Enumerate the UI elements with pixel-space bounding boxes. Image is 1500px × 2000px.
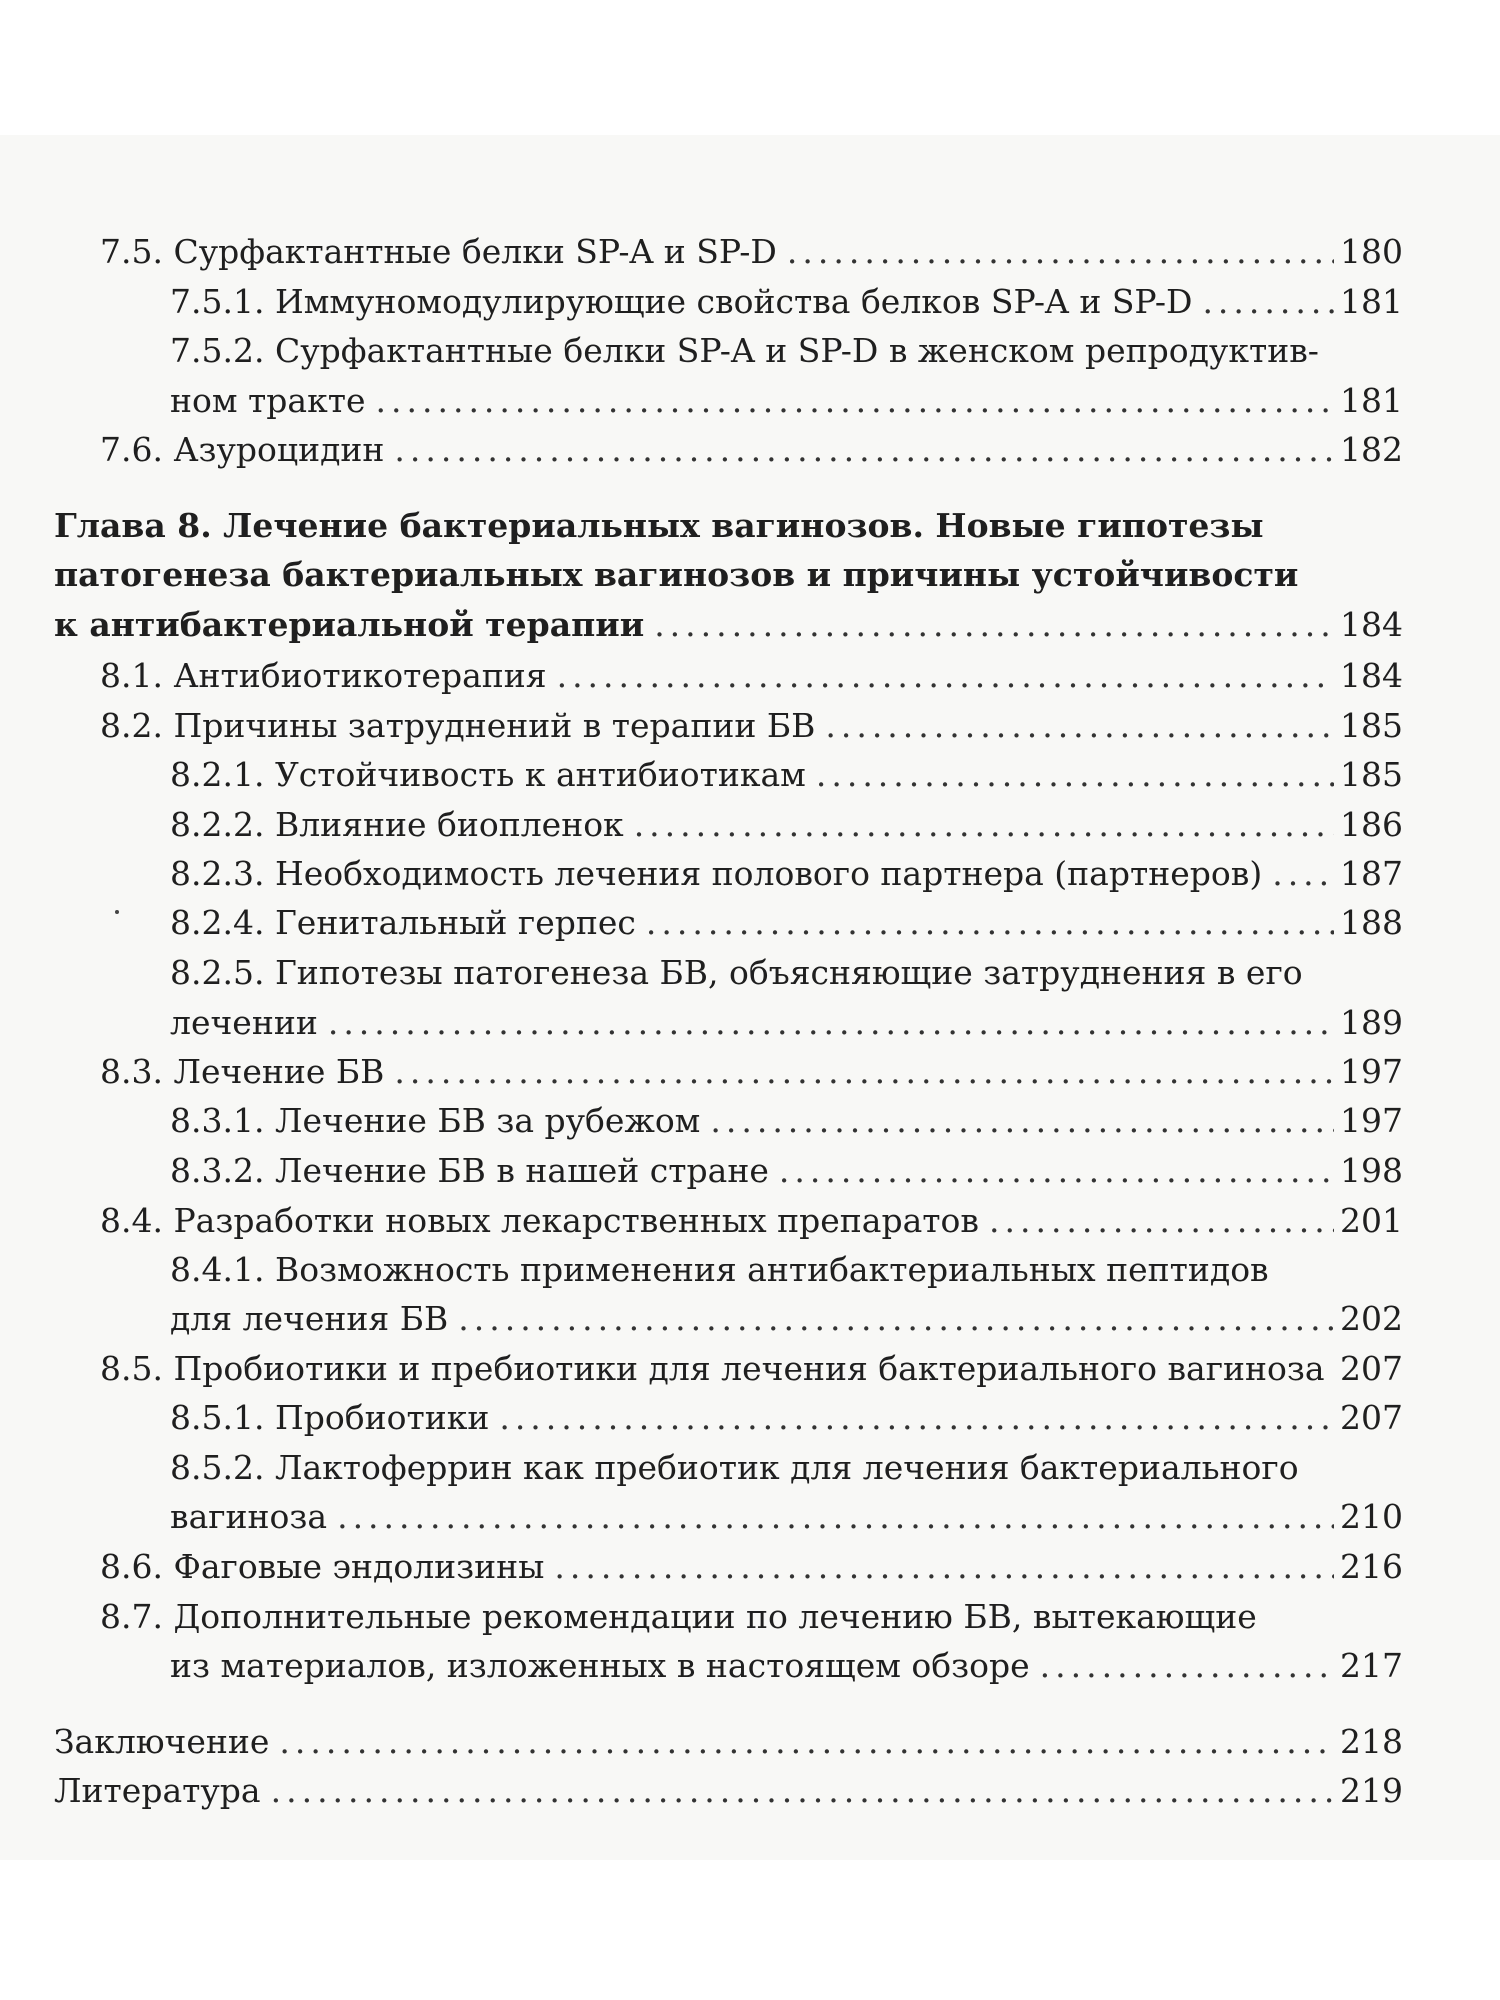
toc-entry-literature[interactable] [54, 1766, 1403, 1816]
toc-entry-label: Литература [54, 1771, 261, 1810]
toc-entry-7-5[interactable] [100, 227, 1403, 277]
toc-page-number: 182 [1340, 430, 1403, 469]
toc-entry-label: 7.6. Азуроцидин [100, 430, 385, 469]
toc-entry-label: 8.4. Разработки новых лекарственных препаратов [100, 1201, 979, 1240]
dot-leader [989, 1196, 1334, 1246]
toc-page-number: 187 [1340, 854, 1403, 893]
toc-page-number: 189 [1340, 1003, 1403, 1042]
toc-entry-8-4-1[interactable] [170, 1294, 1403, 1344]
toc-entry-conclusion[interactable] [54, 1717, 1403, 1767]
dot-leader [634, 800, 1334, 850]
dot-leader [376, 376, 1335, 426]
toc-page-number: 185 [1340, 706, 1403, 745]
toc-entry-label: 8.1. Антибиотикотерапия [100, 656, 547, 695]
toc-entry-7-6[interactable] [100, 425, 1403, 475]
toc-page-number: 186 [1340, 805, 1403, 844]
toc-entry-8-3-2[interactable] [170, 1146, 1403, 1196]
toc-page-number: 217 [1340, 1646, 1403, 1685]
toc-entry-label: ном тракте [170, 381, 366, 420]
toc-entry-label: 8.3. Лечение БВ [100, 1052, 385, 1091]
toc-entry-8-5[interactable] [100, 1344, 1403, 1394]
toc-page-number: 207 [1340, 1349, 1403, 1388]
toc-entry-8-5-2[interactable] [170, 1492, 1403, 1542]
dot-leader [816, 750, 1334, 800]
toc-entry-8-2-5-line1[interactable]: 8.2.5. Гипотезы патогенеза БВ, объясняющие затруднения в его [170, 953, 1303, 992]
toc-page-number: 216 [1340, 1547, 1403, 1586]
toc-entry-label: 8.3.2. Лечение БВ в нашей стране [170, 1151, 769, 1190]
dot-leader [499, 1393, 1334, 1443]
toc-entry-8-4-1-line1[interactable]: 8.4.1. Возможность применения антибактериальных пептидов [170, 1250, 1269, 1289]
toc-entry-label: из материалов, изложенных в настоящем обзоре [170, 1646, 1030, 1685]
toc-page-number: 181 [1340, 381, 1403, 420]
toc-entry-label: 8.2.3. Необходимость лечения полового партнера (партнеров) [170, 854, 1263, 893]
dot-leader [654, 600, 1334, 650]
chapter-8-title-line1[interactable]: Глава 8. Лечение бактериальных вагинозов. Новые гипотезы [54, 506, 1264, 545]
toc-page-number: 184 [1340, 605, 1403, 644]
toc-entry-8-2-3[interactable] [170, 849, 1403, 899]
toc-entry-label: 8.6. Фаговые эндолизины [100, 1547, 545, 1586]
toc-entry-label: лечении [170, 1003, 318, 1042]
dot-leader [1040, 1641, 1334, 1691]
toc-entry-label: 8.3.1. Лечение БВ за рубежом [170, 1101, 701, 1140]
toc-entry-8-3[interactable] [100, 1047, 1403, 1097]
dot-leader [458, 1294, 1334, 1344]
toc-page-number: 198 [1340, 1151, 1403, 1190]
dot-leader [554, 1542, 1334, 1592]
toc-entry-7-5-2-line1[interactable]: 7.5.2. Сурфактантные белки SP-A и SP-D в женском репродуктив- [170, 331, 1319, 370]
toc-page-number: 181 [1340, 282, 1403, 321]
toc-entry-label: 7.5. Сурфактантные белки SP-A и SP-D [100, 232, 777, 271]
toc-entry-7-5-2[interactable] [170, 376, 1403, 426]
toc-entry-label: 8.2.1. Устойчивость к антибиотикам [170, 755, 806, 794]
toc-entry-8-7-line1[interactable]: 8.7. Дополнительные рекомендации по лечению БВ, вытекающие [100, 1597, 1257, 1636]
dot-leader [328, 998, 1334, 1048]
toc-entry-label: вагиноза [170, 1497, 328, 1536]
dot-leader [1202, 277, 1334, 327]
toc-page-number: 197 [1340, 1101, 1403, 1140]
toc-entry-8-5-1[interactable] [170, 1393, 1403, 1443]
dot-leader [1272, 849, 1334, 899]
toc-entry-8-5-2-line1[interactable]: 8.5.2. Лактоферрин как пребиотик для лечения бактериального [170, 1448, 1299, 1487]
toc-page-number: 201 [1340, 1201, 1403, 1240]
toc-page-number: 185 [1340, 755, 1403, 794]
dot-leader [787, 227, 1334, 277]
toc-entry-8-2-2[interactable] [170, 800, 1403, 850]
toc-entry-label: 8.2.2. Влияние биопленок [170, 805, 624, 844]
dot-leader [394, 1047, 1334, 1097]
toc-page-number: 210 [1340, 1497, 1403, 1536]
toc-entry-8-3-1[interactable] [170, 1096, 1403, 1146]
chapter-8-title-line2[interactable]: патогенеза бактериальных вагинозов и причины устойчивости [54, 555, 1299, 594]
dot-leader [394, 425, 1334, 475]
toc-entry-label: к антибактериальной терапии [54, 605, 645, 644]
toc-page-number: 188 [1340, 903, 1403, 942]
dot-leader [271, 1766, 1334, 1816]
dot-leader [825, 701, 1334, 751]
toc-page-number: 180 [1340, 232, 1403, 271]
toc-entry-label: 7.5.1. Иммуномодулирующие свойства белков SP-A и SP-D [170, 282, 1193, 321]
toc-page-number: 197 [1340, 1052, 1403, 1091]
toc-page-number: 207 [1340, 1398, 1403, 1437]
dot-leader [646, 898, 1334, 948]
toc-entry-7-5-1[interactable] [170, 277, 1403, 327]
toc-entry-8-7[interactable] [170, 1641, 1403, 1691]
dot-leader [557, 651, 1334, 701]
toc-page-number: 218 [1340, 1722, 1403, 1761]
toc-entry-label: 8.5. Пробиотики и пребиотики для лечения бактериального вагиноза [100, 1349, 1325, 1388]
toc-entry-8-4[interactable] [100, 1196, 1403, 1246]
dot-leader [779, 1146, 1334, 1196]
print-speck [115, 910, 119, 914]
toc-page-number: 184 [1340, 656, 1403, 695]
dot-leader [710, 1096, 1334, 1146]
toc-entry-label: для лечения БВ [170, 1299, 449, 1338]
toc-entry-chapter-8[interactable] [54, 600, 1403, 650]
toc-entry-8-2-5[interactable] [170, 998, 1403, 1048]
toc-entry-label: Заключение [54, 1722, 270, 1761]
toc-entry-8-6[interactable] [100, 1542, 1403, 1592]
toc-entry-8-2-4[interactable] [170, 898, 1403, 948]
dot-leader [279, 1717, 1334, 1767]
toc-page-number: 219 [1340, 1771, 1403, 1810]
toc-entry-label: 8.5.1. Пробиотики [170, 1398, 490, 1437]
toc-entry-8-2-1[interactable] [170, 750, 1403, 800]
toc-entry-label: 8.2. Причины затруднений в терапии БВ [100, 706, 816, 745]
dot-leader [337, 1492, 1334, 1542]
toc-page-number: 202 [1340, 1299, 1403, 1338]
toc-entry-label: 8.2.4. Генитальный герпес [170, 903, 636, 942]
toc-entry-8-2[interactable] [100, 701, 1403, 751]
toc-entry-8-1[interactable] [100, 651, 1403, 701]
